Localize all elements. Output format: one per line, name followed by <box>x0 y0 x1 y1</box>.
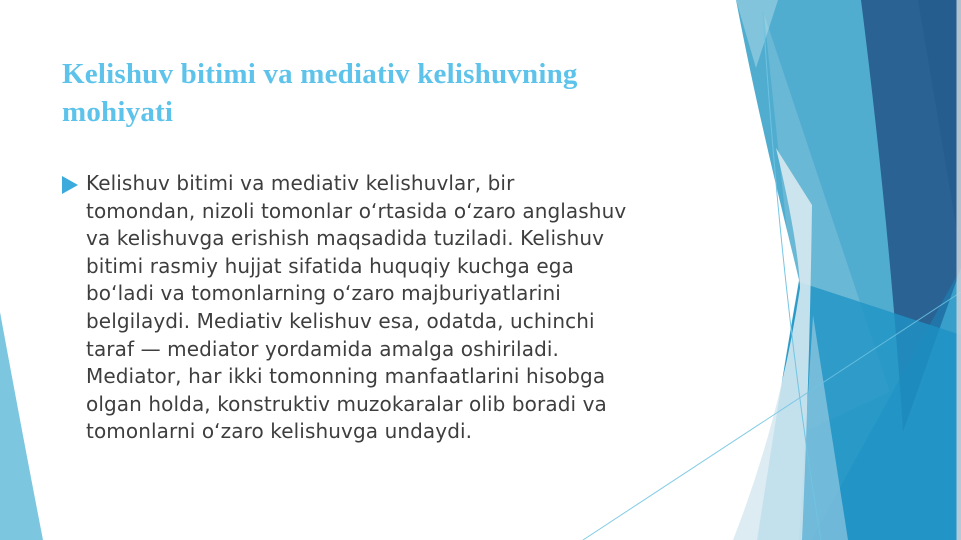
body-text-line: olgan holda, konstruktiv muzokaralar olib boradi va <box>86 391 607 416</box>
body-text-line: Kelishuv bitimi va mediativ kelishuvlar, bir <box>86 171 515 195</box>
slide-body <box>62 170 752 446</box>
slide-title-line: mohiyati <box>62 96 174 128</box>
facet-shape-mid-blue <box>736 0 961 540</box>
body-text-line: belgilaydi. Mediativ kelishuv esa, odatda, uchinchi <box>86 308 595 333</box>
facet-shape-pale-wedge <box>799 315 848 540</box>
body-text-line: bitimi rasmiy hujjat sifatida huquqiy kuchga ega <box>86 253 574 278</box>
body-text-line: boʻladi va tomonlarning oʻzaro majburiyatlarini <box>86 281 561 306</box>
facet-shape-bright-blue <box>757 282 961 540</box>
slide-right-edge-strip <box>957 0 961 540</box>
facet-hairline-steep <box>763 12 821 540</box>
body-text-line: va kelishuvga erishish maqsadida tuziladi. Kelishuv <box>86 226 605 251</box>
facet-shape-navy-deep <box>918 0 961 255</box>
slide-title-line: Kelishuv bitimi va mediativ kelishuvning <box>62 58 578 90</box>
facet-highlight-wedge <box>764 14 890 430</box>
body-text-line: Mediator, har ikki tomonning manfaatlarini hisobga <box>86 364 606 389</box>
body-text-line: tomondan, nizoli tomonlar oʻrtasida oʻzaro anglashuv <box>86 198 627 223</box>
bullet-text <box>86 170 752 446</box>
body-text-line: taraf — mediator yordamida amalga oshiriladi. <box>86 336 559 361</box>
facet-highlight-top <box>736 0 778 68</box>
body-text-line: tomonlarni oʻzaro kelishuvga undaydi. <box>86 419 473 444</box>
facet-shape-navy <box>861 0 961 432</box>
facet-shape-bright-blue-2 <box>811 268 961 540</box>
facet-shape-left-sliver <box>0 312 43 540</box>
slide-title <box>62 55 702 131</box>
bullet-triangle-icon <box>62 176 78 194</box>
